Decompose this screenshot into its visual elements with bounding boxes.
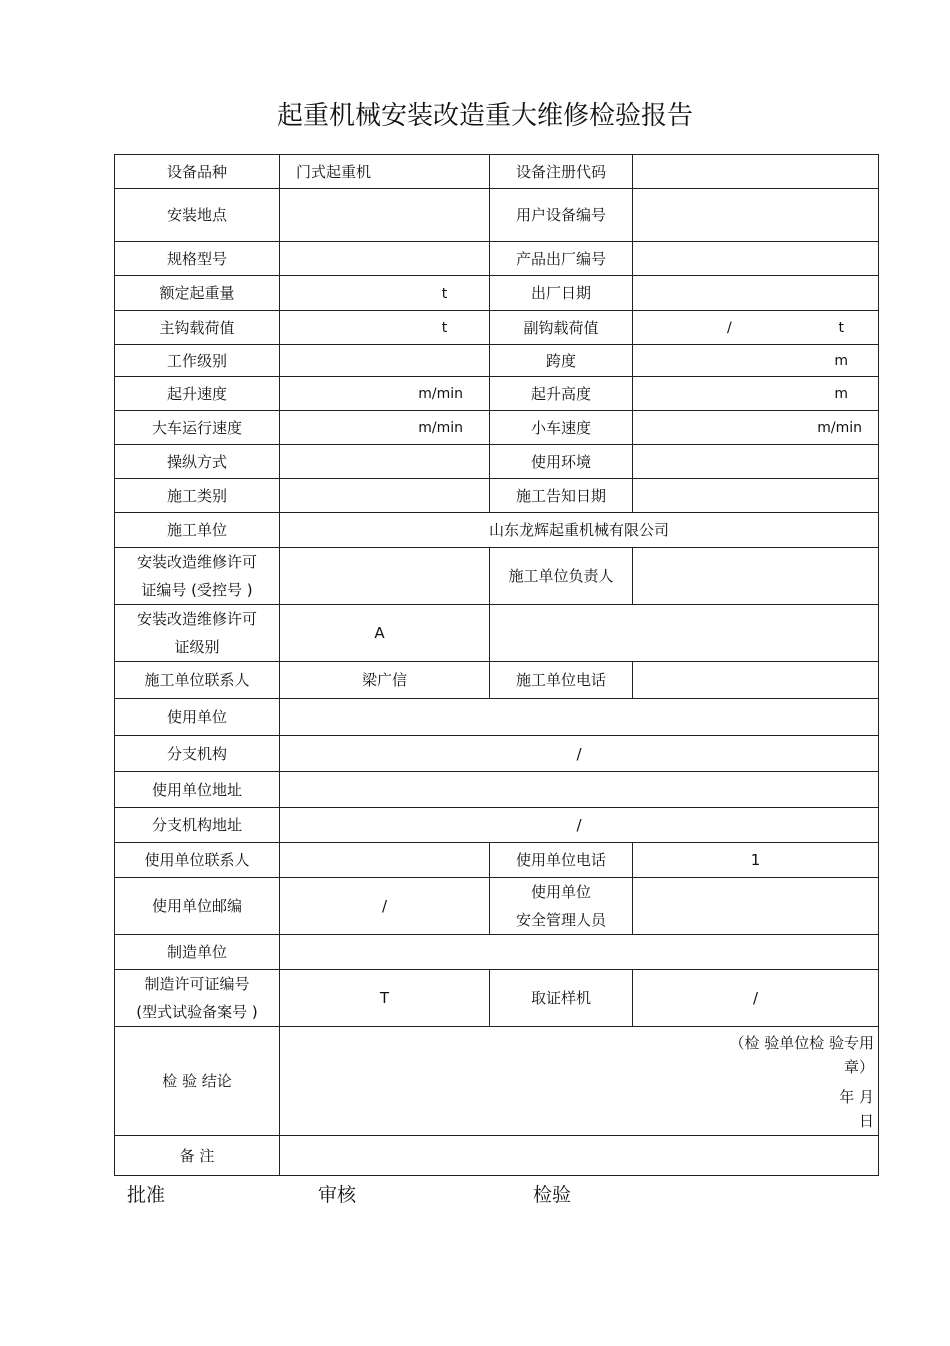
trolley-speed-label: 小车速度 bbox=[490, 411, 633, 445]
main-hook-field[interactable] bbox=[280, 311, 490, 345]
permit-no-label-line2: 证编号 (受控号 ) bbox=[141, 581, 253, 599]
permit-no-label-line1: 安装改造维修许可 bbox=[136, 553, 257, 571]
reg-code-field[interactable] bbox=[633, 155, 879, 189]
rated-load-unit: t bbox=[441, 285, 448, 302]
table-row bbox=[115, 377, 879, 411]
user-address-label: 使用单位地址 bbox=[115, 772, 280, 808]
page-title: 起重机械安装改造重大维修检验报告 bbox=[276, 101, 693, 131]
construction-phone-label: 施工单位电话 bbox=[490, 662, 633, 699]
factory-no-field[interactable] bbox=[633, 242, 879, 276]
construction-type-label: 施工类别 bbox=[115, 479, 280, 513]
user-postcode-label: 使用单位邮编 bbox=[115, 878, 280, 935]
permit-level-label-line2: 证级别 bbox=[174, 638, 220, 656]
mfg-permit-value[interactable]: T bbox=[280, 970, 490, 1027]
table-row bbox=[115, 736, 879, 772]
lift-height-field[interactable] bbox=[633, 377, 879, 411]
construction-unit-label: 施工单位 bbox=[115, 513, 280, 548]
manufacturer-label: 制造单位 bbox=[115, 935, 280, 970]
construction-phone-field[interactable] bbox=[633, 662, 879, 699]
table-row bbox=[115, 935, 879, 970]
table-row bbox=[115, 155, 879, 189]
trolley-speed-unit: m/min bbox=[817, 419, 862, 436]
approve-label: 批准 bbox=[127, 1184, 166, 1206]
mfg-permit-label bbox=[115, 970, 280, 1027]
stamp-area bbox=[280, 1027, 878, 1135]
mfg-permit-label-line2: (型式试验备案号 ) bbox=[136, 1003, 258, 1021]
permit-no-label bbox=[115, 548, 280, 605]
table-row bbox=[115, 345, 879, 377]
inspect-label: 检验 bbox=[533, 1184, 572, 1206]
branch-value[interactable]: / bbox=[280, 736, 879, 772]
work-class-label: 工作级别 bbox=[115, 345, 280, 377]
crane-speed-field[interactable] bbox=[280, 411, 490, 445]
branch-address-label: 分支机构地址 bbox=[115, 808, 280, 843]
table-row bbox=[115, 276, 879, 311]
table-row bbox=[115, 411, 879, 445]
construction-type-field[interactable] bbox=[280, 479, 490, 513]
stamp-line-1: （检 验单位检 验专用 bbox=[729, 1034, 874, 1052]
environment-field[interactable] bbox=[633, 445, 879, 479]
main-hook-label: 主钩载荷值 bbox=[115, 311, 280, 345]
manufacturer-field[interactable] bbox=[280, 935, 879, 970]
table-row bbox=[115, 772, 879, 808]
construction-contact-label: 施工单位联系人 bbox=[115, 662, 280, 699]
equipment-type-label: 设备品种 bbox=[115, 155, 280, 189]
user-contact-field[interactable] bbox=[280, 843, 490, 878]
permit-no-field[interactable] bbox=[280, 548, 490, 605]
stamp-line-2: 章） bbox=[843, 1058, 874, 1076]
install-site-label: 安装地点 bbox=[115, 189, 280, 242]
install-site-field[interactable] bbox=[280, 189, 490, 242]
table-row bbox=[115, 311, 879, 345]
table-row bbox=[115, 699, 879, 736]
table-row bbox=[115, 189, 879, 242]
table-row bbox=[115, 970, 879, 1027]
user-phone-value[interactable]: 1 bbox=[633, 843, 879, 878]
lift-speed-field[interactable] bbox=[280, 377, 490, 411]
permit-level-value[interactable]: A bbox=[280, 605, 490, 662]
permit-level-label bbox=[115, 605, 280, 662]
factory-date-field[interactable] bbox=[633, 276, 879, 311]
stamp-text bbox=[729, 1031, 874, 1079]
user-unit-field[interactable] bbox=[280, 699, 879, 736]
environment-label: 使用环境 bbox=[490, 445, 633, 479]
table-row bbox=[115, 1027, 879, 1136]
conclusion-label: 检 验 结论 bbox=[115, 1027, 280, 1136]
user-address-field[interactable] bbox=[280, 772, 879, 808]
main-hook-unit: t bbox=[441, 320, 448, 336]
table-row bbox=[115, 843, 879, 878]
control-mode-field[interactable] bbox=[280, 445, 490, 479]
span-field[interactable] bbox=[633, 345, 879, 377]
remarks-label: 备 注 bbox=[115, 1136, 280, 1176]
notice-date-field[interactable] bbox=[633, 479, 879, 513]
table-row bbox=[115, 662, 879, 699]
user-equip-no-field[interactable] bbox=[633, 189, 879, 242]
lift-speed-label: 起升速度 bbox=[115, 377, 280, 411]
sample-value[interactable]: / bbox=[633, 970, 879, 1027]
user-postcode-value[interactable]: / bbox=[280, 878, 490, 935]
table-row bbox=[115, 808, 879, 843]
safety-mgr-field[interactable] bbox=[633, 878, 879, 935]
branch-address-value[interactable]: / bbox=[280, 808, 879, 843]
inspection-form-table bbox=[114, 154, 879, 1176]
trolley-speed-field[interactable] bbox=[633, 411, 879, 445]
control-mode-label: 操纵方式 bbox=[115, 445, 280, 479]
rated-load-label: 额定起重量 bbox=[115, 276, 280, 311]
user-equip-no-label: 用户设备编号 bbox=[490, 189, 633, 242]
table-row bbox=[115, 605, 879, 662]
crane-speed-unit: m/min bbox=[418, 419, 463, 436]
date-line-1: 年 月 bbox=[839, 1088, 874, 1106]
rated-load-field[interactable] bbox=[280, 276, 490, 311]
permit-level-label-line1: 安装改造维修许可 bbox=[136, 610, 257, 628]
unit-leader-field[interactable] bbox=[633, 548, 879, 605]
date-text bbox=[839, 1085, 874, 1133]
table-row bbox=[115, 513, 879, 548]
crane-speed-label: 大车运行速度 bbox=[115, 411, 280, 445]
work-class-field[interactable] bbox=[280, 345, 490, 377]
notice-date-label: 施工告知日期 bbox=[490, 479, 633, 513]
table-row bbox=[115, 479, 879, 513]
user-unit-label: 使用单位 bbox=[115, 699, 280, 736]
safety-mgr-label-line2: 安全管理人员 bbox=[515, 911, 606, 929]
reg-code-label: 设备注册代码 bbox=[490, 155, 633, 189]
model-field[interactable] bbox=[280, 242, 490, 276]
equipment-type-value[interactable]: 门式起重机 bbox=[280, 155, 490, 189]
aux-hook-unit: t bbox=[838, 319, 844, 336]
user-contact-label: 使用单位联系人 bbox=[115, 843, 280, 878]
factory-date-label: 出厂日期 bbox=[490, 276, 633, 311]
aux-hook-label: 副钩载荷值 bbox=[490, 311, 633, 345]
span-unit: m bbox=[834, 352, 848, 369]
review-label: 审核 bbox=[318, 1184, 357, 1206]
lift-speed-unit: m/min bbox=[418, 385, 463, 402]
branch-label: 分支机构 bbox=[115, 736, 280, 772]
model-label: 规格型号 bbox=[115, 242, 280, 276]
permit-level-blank[interactable] bbox=[490, 605, 879, 662]
construction-contact-value[interactable]: 梁广信 bbox=[280, 662, 490, 699]
lift-height-label: 起升高度 bbox=[490, 377, 633, 411]
aux-hook-field[interactable] bbox=[633, 311, 879, 345]
table-row bbox=[115, 1136, 879, 1176]
remarks-field[interactable] bbox=[280, 1136, 879, 1176]
table-row bbox=[115, 445, 879, 479]
table-row bbox=[115, 242, 879, 276]
span-label: 跨度 bbox=[490, 345, 633, 377]
table-row bbox=[115, 548, 879, 605]
date-line-2: 日 bbox=[858, 1112, 874, 1130]
conclusion-field[interactable] bbox=[280, 1027, 879, 1136]
safety-mgr-label bbox=[490, 878, 633, 935]
sample-label: 取证样机 bbox=[490, 970, 633, 1027]
table-row bbox=[115, 878, 879, 935]
lift-height-unit: m bbox=[834, 385, 848, 402]
safety-mgr-label-line1: 使用单位 bbox=[530, 883, 591, 901]
construction-unit-value[interactable]: 山东龙辉起重机械有限公司 bbox=[280, 513, 879, 548]
factory-no-label: 产品出厂编号 bbox=[490, 242, 633, 276]
mfg-permit-label-line1: 制造许可证编号 bbox=[144, 975, 250, 993]
aux-hook-slash: / bbox=[727, 319, 732, 336]
user-phone-label: 使用单位电话 bbox=[490, 843, 633, 878]
unit-leader-label: 施工单位负责人 bbox=[490, 548, 633, 605]
